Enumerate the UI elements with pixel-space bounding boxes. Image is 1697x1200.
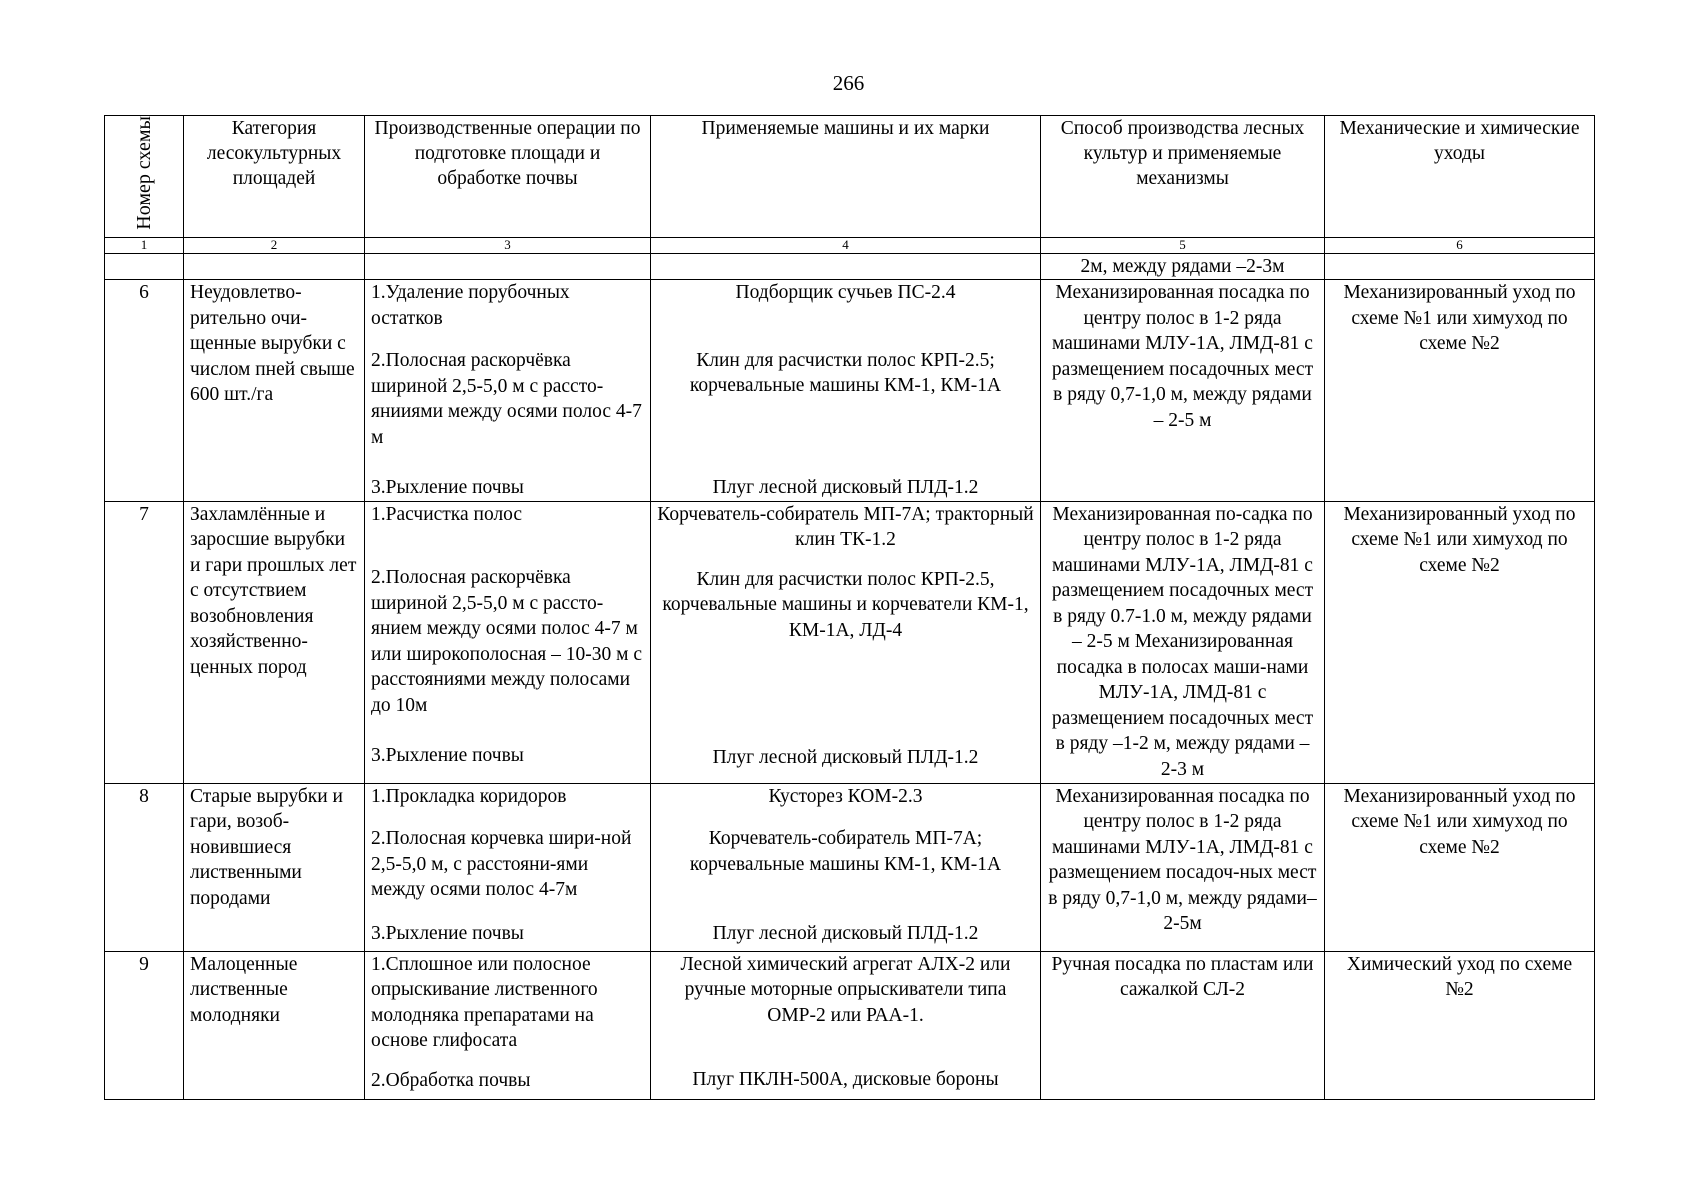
method-cell: Ручная посадка по пластам или сажалкой СЛ-2 bbox=[1041, 951, 1325, 1099]
operations-cell bbox=[365, 951, 651, 1099]
machine-item: Плуг лесной дисковый ПЛД-1.2 bbox=[712, 923, 979, 945]
header-category: Категория лесокультурных площадей bbox=[184, 116, 365, 238]
table-row bbox=[105, 280, 1595, 502]
category-cell: Малоценные лиственные молодняки bbox=[184, 951, 365, 1099]
empty-cell bbox=[1325, 253, 1595, 280]
category-cell: Захламлённые и заросшие вырубки и гари прошлых лет с отсутствием возобновления хозяйственно-ценных пород bbox=[184, 501, 365, 783]
machines-cell bbox=[651, 501, 1041, 783]
machine-item: Плуг лесной дисковый ПЛД-1.2 bbox=[712, 747, 979, 769]
machines-cell bbox=[651, 783, 1041, 951]
machine-item: Клин для расчистки полос КРП-2.5, корчевальные машины и корчеватели КМ-1, КМ-1А, ЛД-4 bbox=[662, 568, 1029, 641]
operation-item: 1.Удаление порубочных остатков bbox=[371, 282, 570, 329]
operation-item: 2.Полосная корчевка шири-ной 2,5-5,0 м, с расстояни-ями между осями полос 4-7м bbox=[371, 828, 632, 901]
table-row bbox=[105, 951, 1595, 1099]
care-cell: Механизированный уход по схеме №1 или химуход по схеме №2 bbox=[1325, 783, 1595, 951]
scheme-number: 7 bbox=[105, 501, 184, 783]
header-operations: Производственные операции по подготовке площади и обработке почвы bbox=[365, 116, 651, 238]
machine-item: Корчеватель-собиратель МП-7А; корчевальные машины КМ-1, КМ-1А bbox=[689, 828, 1002, 875]
category-cell: Неудовлетво-рительно очи-щенные вырубки с числом пней свыше 600 шт./га bbox=[184, 280, 365, 502]
column-number: 6 bbox=[1325, 237, 1595, 253]
forestry-schemes-table bbox=[104, 115, 1595, 1100]
header-care: Механические и химические уходы bbox=[1325, 116, 1595, 238]
header-machines: Применяемые машины и их марки bbox=[651, 116, 1041, 238]
header-scheme-number bbox=[105, 116, 184, 238]
page-number: 266 bbox=[832, 71, 865, 95]
column-number-row bbox=[105, 237, 1595, 253]
operations-cell bbox=[365, 501, 651, 783]
empty-cell bbox=[365, 253, 651, 280]
scheme-number: 8 bbox=[105, 783, 184, 951]
care-cell: Механизированный уход по схеме №1 или химуход по схеме №2 bbox=[1325, 280, 1595, 502]
operations-cell bbox=[365, 783, 651, 951]
method-cell: Механизированная посадка по центру полос в 1-2 ряда машинами МЛУ-1А, ЛМД-81 с размещением посадоч-ных мест в ряду 0,7-1,0 м, между рядами–2-5м bbox=[1041, 783, 1325, 951]
empty-cell bbox=[105, 253, 184, 280]
machines-cell bbox=[651, 951, 1041, 1099]
operation-item: 2.Обработка почвы bbox=[371, 1069, 531, 1091]
care-cell: Химический уход по схеме №2 bbox=[1325, 951, 1595, 1099]
operation-item: 1.Сплошное или полосное опрыскивание лиственного молодняка препаратами на основе глифосата bbox=[371, 953, 598, 1052]
operation-item: 2.Полосная раскорчёвка шириной 2,5-5,0 м с рассто-янием между осями полос 4-7 м или широкополосная – 10-30 м с расстояниями между полосами до 10м bbox=[371, 567, 643, 716]
column-number: 3 bbox=[365, 237, 651, 253]
machine-item: Кусторез КОМ-2.3 bbox=[768, 785, 923, 807]
operation-item: 3.Рыхление почвы bbox=[371, 477, 524, 499]
column-number: 5 bbox=[1041, 237, 1325, 253]
scheme-number: 9 bbox=[105, 951, 184, 1099]
carry-over-row bbox=[105, 253, 1595, 280]
operation-item: 3.Рыхление почвы bbox=[371, 745, 524, 767]
method-cell: Механизированная посадка по центру полос в 1-2 ряда машинами МЛУ-1А, ЛМД-81 с размещением посадочных мест в ряду 0,7-1,0 м, между рядами – 2-5 м bbox=[1041, 280, 1325, 502]
operations-cell bbox=[365, 280, 651, 502]
machine-item: Плуг ПКЛН-500А, дисковые бороны bbox=[692, 1069, 999, 1091]
header-row bbox=[105, 116, 1595, 238]
machine-item: Клин для расчистки полос КРП-2.5; корчевальные машины КМ-1, КМ-1А bbox=[689, 349, 1002, 397]
column-number: 4 bbox=[651, 237, 1041, 253]
empty-cell bbox=[651, 253, 1041, 280]
machines-cell bbox=[651, 280, 1041, 502]
column-number: 2 bbox=[184, 237, 365, 253]
machine-item: Лесной химический агрегат АЛХ-2 или ручные моторные опрыскиватели типа ОМР-2 или РАА-1. bbox=[680, 953, 1011, 1026]
empty-cell bbox=[184, 253, 365, 280]
operation-item: 2.Полосная раскорчёвка шириной 2,5-5,0 м с рассто-янииями между осями полос 4-7 м bbox=[371, 350, 642, 448]
header-method: Способ производства лесных культур и применяемые механизмы bbox=[1041, 116, 1325, 238]
machine-item: Плуг лесной дисковый ПЛД-1.2 bbox=[712, 476, 979, 498]
table-row bbox=[105, 783, 1595, 951]
method-cell: Механизированная по-садка по центру полос в 1-2 ряда машинами МЛУ-1А, ЛМД-81 с размещением посадочных мест в ряду 0.7-1.0 м, между рядами – 2-5 м Механизированная посадка в полосах маши-нами МЛУ-1А, ЛМД-81 с размещением посадочных мест в ряду –1-2 м, между рядами – 2-3 м bbox=[1041, 501, 1325, 783]
carry-over-method: 2м, между рядами –2-3м bbox=[1041, 253, 1325, 280]
scheme-number: 6 bbox=[105, 280, 184, 502]
operation-item: 1.Расчистка полос bbox=[371, 503, 523, 525]
care-cell: Механизированный уход по схеме №1 или химуход по схеме №2 bbox=[1325, 501, 1595, 783]
category-cell: Старые вырубки и гари, возоб-новившиеся лиственными породами bbox=[184, 783, 365, 951]
header-scheme-number-text: Номер схемы bbox=[132, 116, 155, 230]
machine-item: Подборщик сучьев ПС-2.4 bbox=[735, 282, 956, 304]
table-row bbox=[105, 501, 1595, 783]
column-number: 1 bbox=[105, 237, 184, 253]
operation-item: 3.Рыхление почвы bbox=[371, 922, 524, 944]
operation-item: 1.Прокладка коридоров bbox=[371, 785, 567, 807]
machine-item: Корчеватель-собиратель МП-7А; тракторный клин ТК-1.2 bbox=[657, 503, 1034, 551]
